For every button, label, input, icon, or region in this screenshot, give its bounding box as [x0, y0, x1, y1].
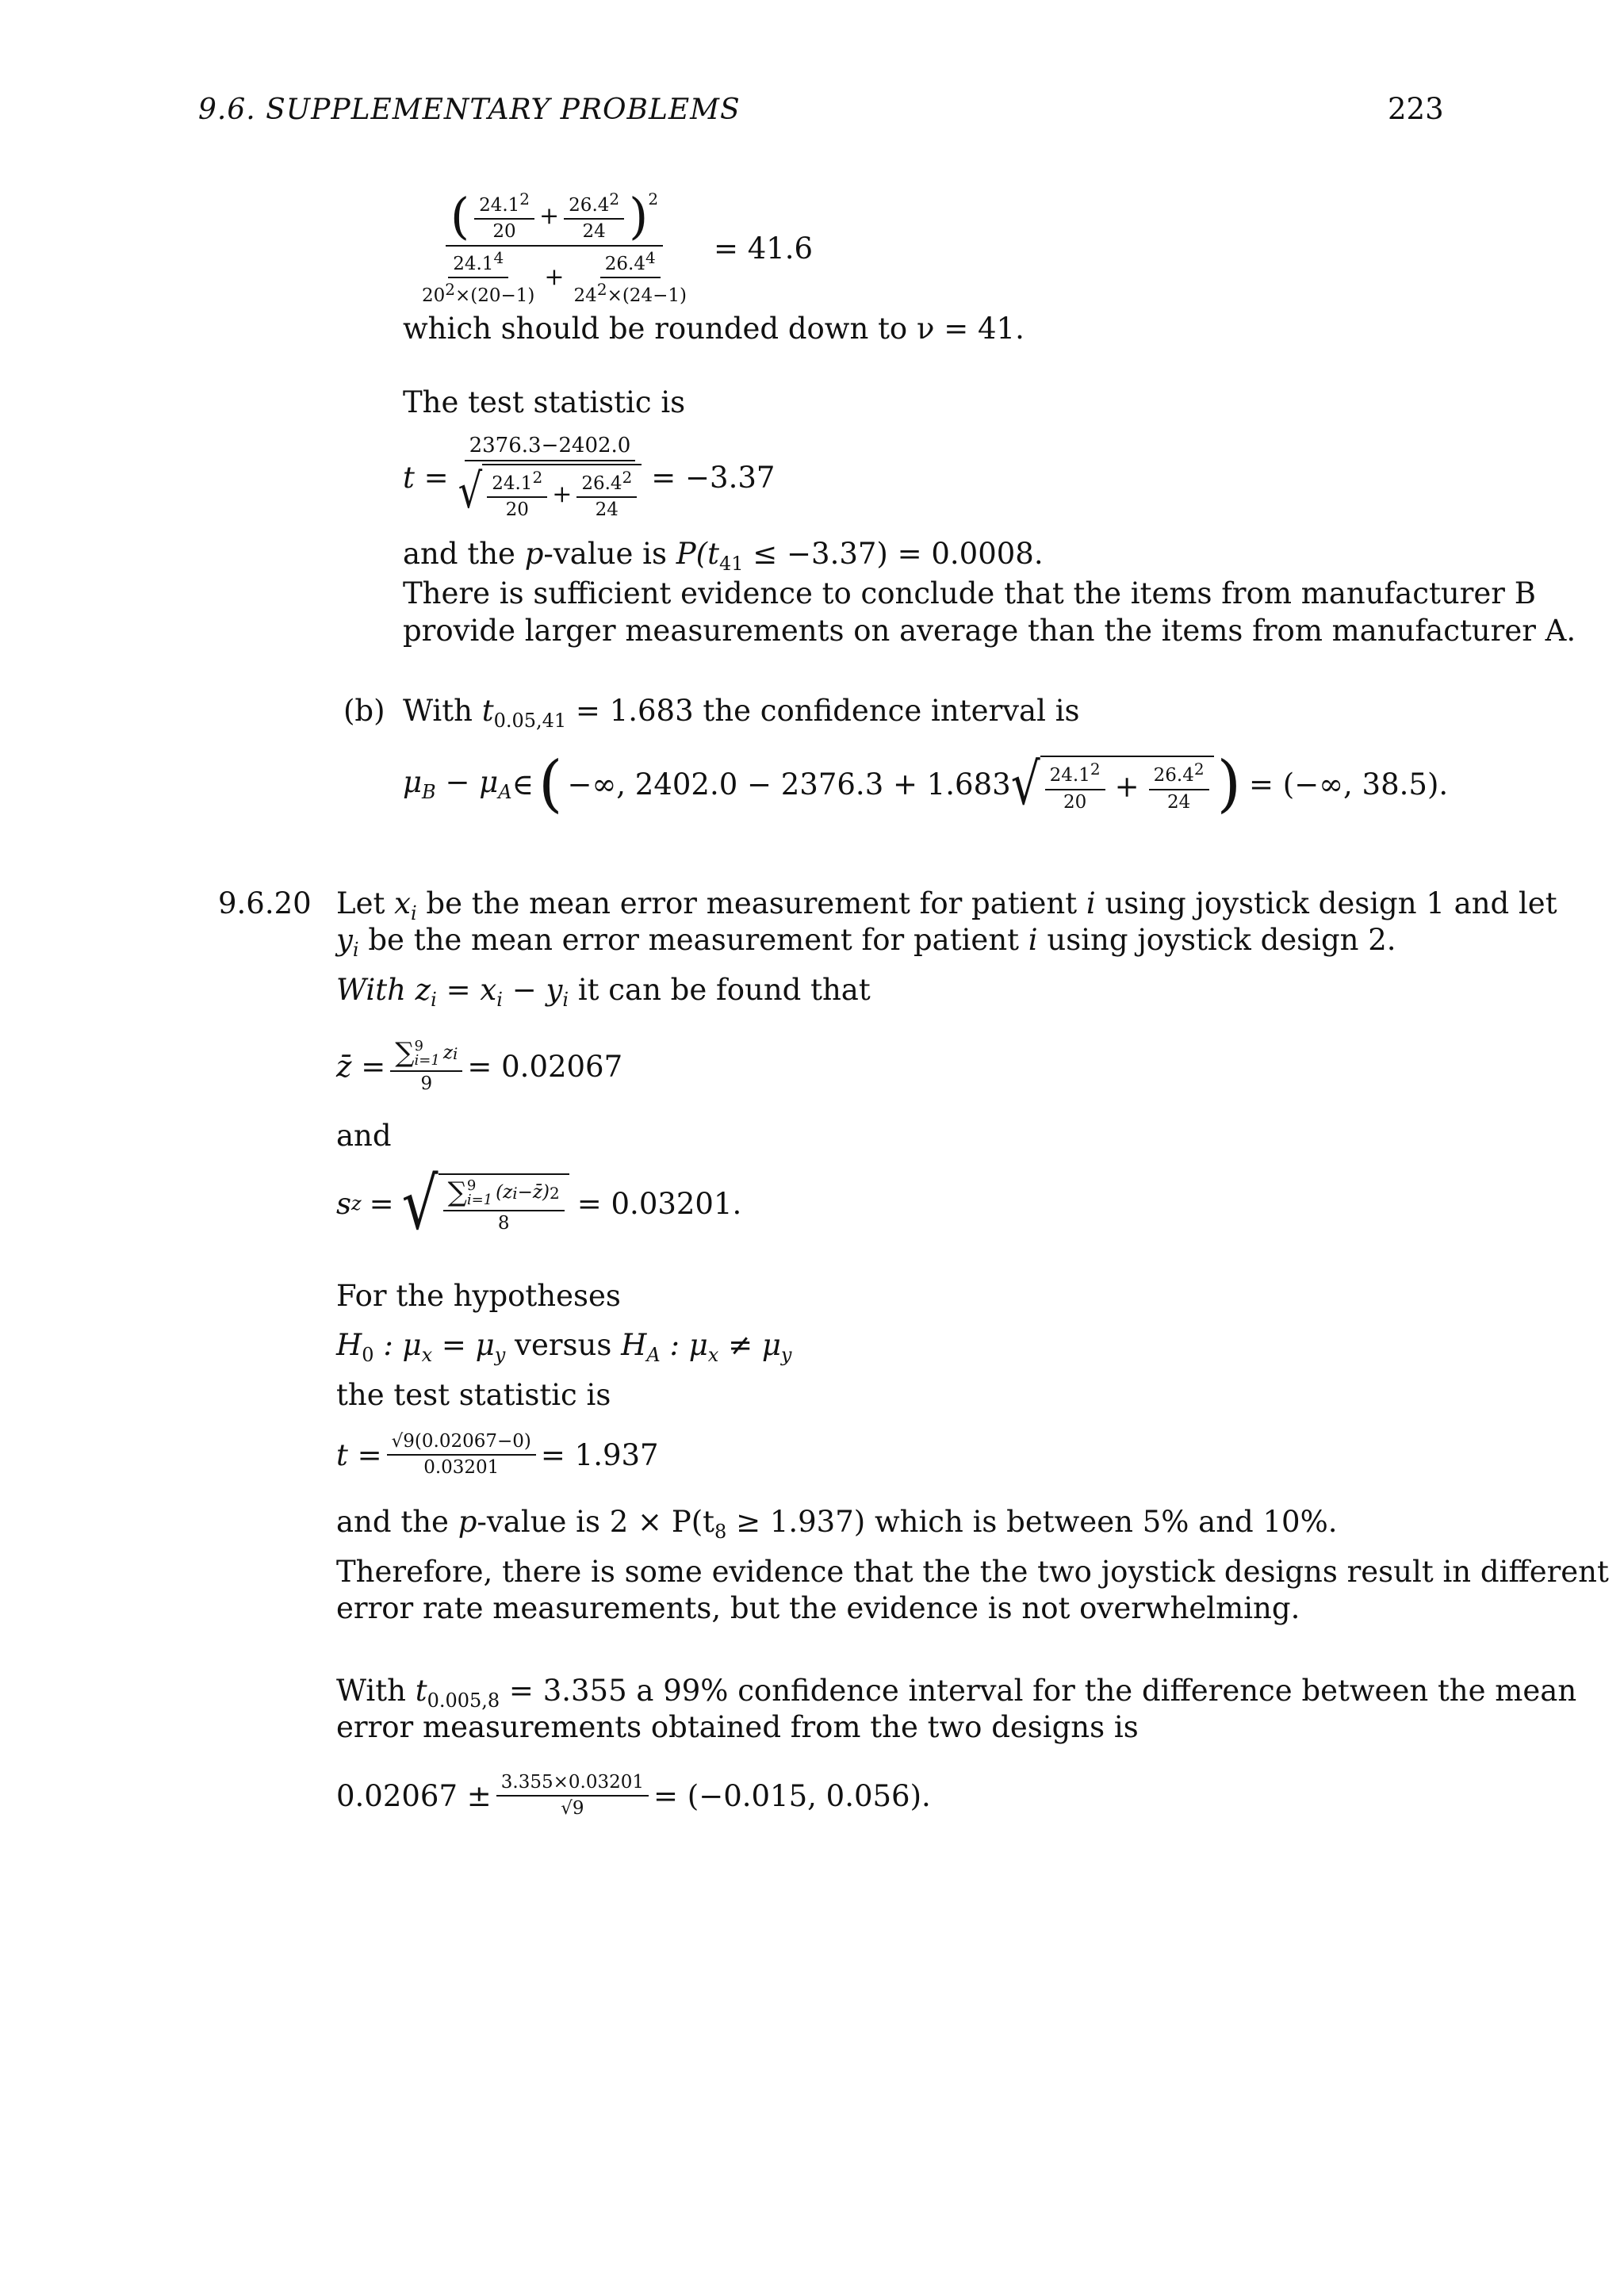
test-statistic-intro: The test statistic is — [403, 385, 686, 419]
t-statistic-equation: t = 2376.3−2402.0 √ $\frac{24.12}{20}$ + $\frac{26.42}{24}$ = −3.37 — [403, 434, 776, 520]
ci-99-line-2: error measurements obtained from the two designs is — [336, 1710, 1139, 1744]
problem-line-3: With $z_i = x_i - y_i$ it can be found that — [336, 973, 871, 1011]
rounded-df-text: which should be rounded down to ν = 41. — [403, 312, 1025, 346]
s-z-equation: s z = √ ∑ 9 i=1 (z i −z̄) 2 8 = 0.03201. — [336, 1161, 742, 1246]
confidence-interval-equation: $\mu_B - \mu_A$ ∈ ( −∞, 2402.0 − 2376.3 + 1.683 √ $\frac{24.12}{20}$ + $\frac{26.42}{24}$ ) = (−∞, 38.5). — [403, 748, 1449, 820]
problem-line-1: Let $x_i$ be the mean error measurement for patient i using joystick design 1 and let — [336, 886, 1557, 924]
part-b-label: (b) — [343, 694, 385, 728]
p-value-text: and the p-value is $P(t_{41} \le -3.37) = 0.0008$. — [403, 537, 1044, 575]
problem-number: 9.6.20 — [218, 886, 312, 920]
running-header-section: 9.6. SUPPLEMENTARY PROBLEMS — [198, 94, 741, 126]
ci-99-equation: 0.02067 ± $\frac{3.355\times 0.03201}{√9}$ = (−0.015, 0.056). — [336, 1772, 931, 1820]
t-statistic-equation-2: t = $\frac{√9(0.02067-0)}{0.03201}$ = 1.937 — [336, 1431, 659, 1479]
problem-line-2: $y_i$ be the mean error measurement for patient i using joystick design 2. — [336, 923, 1396, 961]
z-bar-equation: z̄ = ∑ 9 i=1 z i 9 = 0.02067 — [336, 1037, 623, 1095]
conclusion-line-1: There is sufficient evidence to conclude that the items from manufacturer B — [403, 576, 1536, 610]
p-value-text-2: and the p-value is $2 \times P(t_8 \ge 1.937)$ which is between 5% and 10%. — [336, 1505, 1338, 1543]
conclusion-line-2: provide larger measurements on average than the items from manufacturer A. — [403, 614, 1576, 648]
therefore-line-2: error rate measurements, but the evidence is not overwhelming. — [336, 1591, 1300, 1625]
page-number: 223 — [1388, 92, 1444, 126]
welch-df-equation: ( $\frac{24.12}{20}$ + $\frac{26.42}{24}$ ) 2 $\frac{24.14}{202\times(20-1)}$ + $\frac{26.44}{242\times(24-1)}$ = 41.6 — [422, 186, 814, 306]
test-statistic-intro-2: the test statistic is — [336, 1378, 611, 1412]
and-text: and — [336, 1119, 392, 1153]
part-b-text: With $t_{0.05,41} = 1.683$ the confidence interval is — [403, 694, 1080, 732]
ci-99-line-1: With $t_{0.005,8} = 3.355$ a 99% confidence interval for the difference between the mean — [336, 1674, 1577, 1712]
hypotheses: $H_0$ : $\mu_x = \mu_y$ versus $H_A$ : $\mu_x \ne \mu_y$ — [336, 1328, 792, 1366]
hypotheses-intro: For the hypotheses — [336, 1279, 621, 1313]
therefore-line-1: Therefore, there is some evidence that the the two joystick designs result in different — [336, 1555, 1609, 1589]
